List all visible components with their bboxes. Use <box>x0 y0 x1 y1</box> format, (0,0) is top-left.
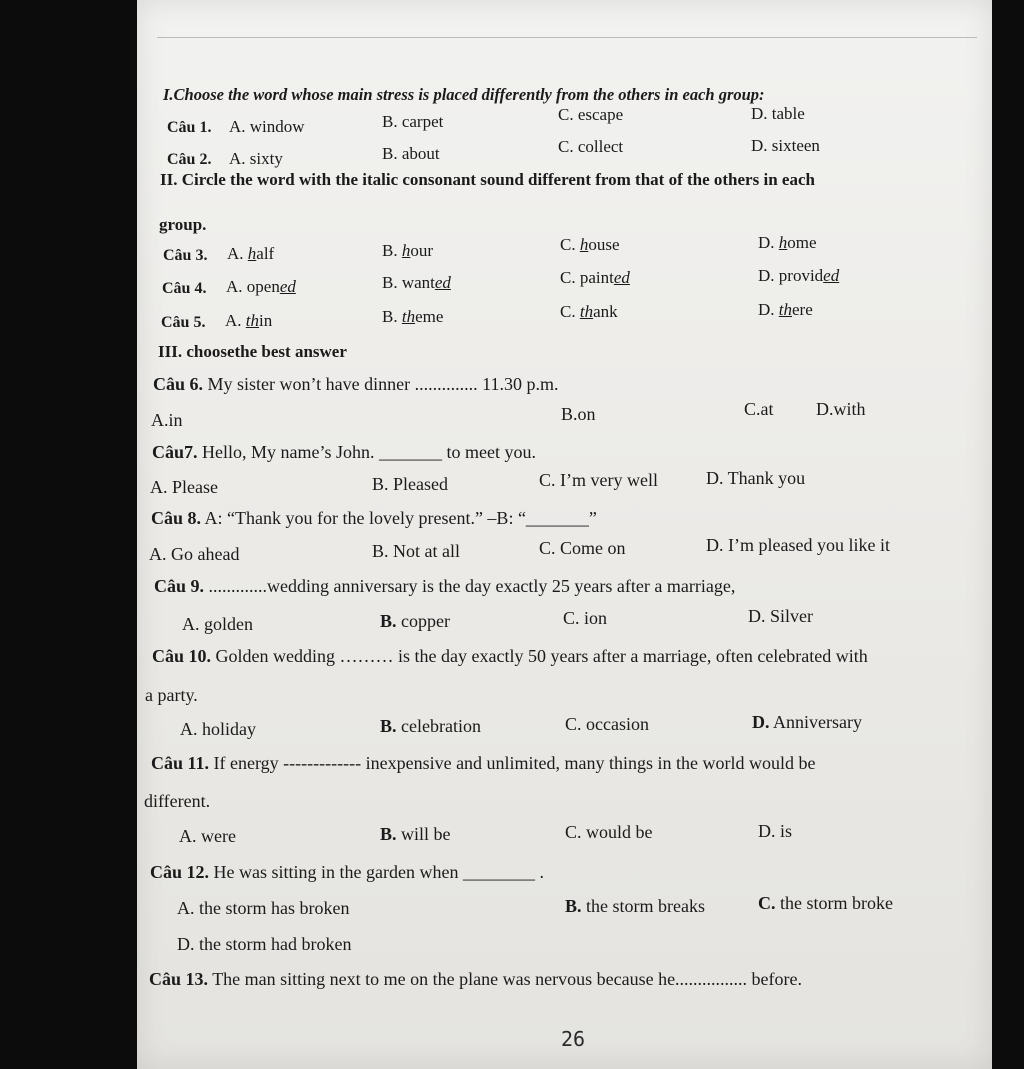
q8-option-d: D. I’m pleased you like it <box>706 535 890 555</box>
q12-option-a: A. the storm has broken <box>177 898 350 918</box>
q1-option-d: D. table <box>751 104 805 123</box>
q10-option-a: A. holiday <box>180 719 256 739</box>
q1-option-c: C. escape <box>558 105 624 124</box>
q12-question: Câu 12. He was sitting in the garden when ________ . <box>150 862 544 882</box>
q6-option-a: A.in <box>151 410 183 430</box>
q12-option-c: C. the storm broke <box>758 893 893 913</box>
q2-option-a: A. sixty <box>229 149 283 168</box>
q7-question: Câu7. Hello, My name’s John. _______ to meet you. <box>152 442 536 462</box>
q9-question: Câu 9. .............wedding anniversary is the day exactly 25 years after a marriage, <box>154 576 736 596</box>
q9-option-d: D. Silver <box>748 606 813 626</box>
q9-option-a: A. golden <box>182 614 253 634</box>
header-rule <box>157 37 977 38</box>
q3-option-a: A. half <box>227 244 275 263</box>
q2-option-c: C. collect <box>558 137 624 156</box>
q6-question: Câu 6. My sister won’t have dinner .............. 11.30 p.m. <box>153 374 559 394</box>
q10-option-c: C. occasion <box>565 714 649 734</box>
q10-question: Câu 10. Golden wedding ……… is the day exactly 50 years after a marriage, often celebrated with <box>152 646 868 666</box>
q12-option-b: B. the storm breaks <box>565 896 705 916</box>
q7-option-d: D. Thank you <box>706 468 806 488</box>
q5-option-d: D. there <box>758 300 813 319</box>
q3-number: Câu 3. <box>163 247 208 264</box>
worksheet-page <box>137 0 992 1069</box>
q12-option-d: D. the storm had broken <box>177 934 352 954</box>
q11-option-b: B. will be <box>380 824 451 844</box>
q4-option-a: A. opened <box>226 277 296 296</box>
q1-option-a: A. window <box>229 117 305 136</box>
q5-option-a: A. thin <box>225 311 273 330</box>
q7-option-b: B. Pleased <box>372 474 448 494</box>
q3-option-c: C. house <box>560 235 620 254</box>
page-number: 26 <box>560 1027 586 1051</box>
q1-option-b: B. carpet <box>382 112 444 131</box>
q5-option-b: B. theme <box>382 307 444 326</box>
q4-option-d: D. provided <box>758 266 840 285</box>
q2-option-d: D. sixteen <box>751 136 820 155</box>
q5-option-c: C. thank <box>560 302 618 321</box>
q10-option-d: D. Anniversary <box>752 712 862 732</box>
section-1-heading: I.Choose the word whose main stress is placed differently from the others in each group: <box>163 85 765 104</box>
q3-option-d: D. home <box>758 233 817 252</box>
section-3-heading: III. choosethe best answer <box>158 342 347 361</box>
q8-option-b: B. Not at all <box>372 541 460 561</box>
q4-option-b: B. wanted <box>382 273 451 292</box>
q5-number: Câu 5. <box>161 314 206 331</box>
q6-option-d: D.with <box>816 399 866 419</box>
section-2-heading-cont: group. <box>159 215 207 234</box>
q11-option-d: D. is <box>758 821 793 841</box>
q4-number: Câu 4. <box>162 280 207 297</box>
q6-option-b: B.on <box>561 404 596 424</box>
section-2-heading: II. Circle the word with the italic consonant sound different from that of the others in each <box>160 170 815 189</box>
q10-question-cont: a party. <box>145 685 198 705</box>
q7-option-a: A. Please <box>150 477 218 497</box>
q3-option-b: B. hour <box>382 241 434 260</box>
q10-option-b: B. celebration <box>380 716 481 736</box>
q9-option-c: C. ion <box>563 608 608 628</box>
q2-option-b: B. about <box>382 144 440 163</box>
q13-question: Câu 13. The man sitting next to me on the plane was nervous because he................ before. <box>149 969 803 989</box>
q1-number: Câu 1. <box>167 119 212 136</box>
q11-option-a: A. were <box>179 826 236 846</box>
q7-option-c: C. I’m very well <box>539 470 658 490</box>
q4-option-c: C. painted <box>560 268 630 287</box>
q11-option-c: C. would be <box>565 822 653 842</box>
q9-option-b: B. copper <box>380 611 450 631</box>
q6-option-c: C.at <box>744 399 774 419</box>
q11-question-cont: different. <box>144 791 211 811</box>
q8-option-c: C. Come on <box>539 538 626 558</box>
q11-question: Câu 11. If energy ------------- inexpensive and unlimited, many things in the world would be <box>151 753 816 773</box>
q8-option-a: A. Go ahead <box>149 544 240 564</box>
q2-number: Câu 2. <box>167 151 212 168</box>
q8-question: Câu 8. A: “Thank you for the lovely present.” –B: “_______” <box>151 508 597 528</box>
